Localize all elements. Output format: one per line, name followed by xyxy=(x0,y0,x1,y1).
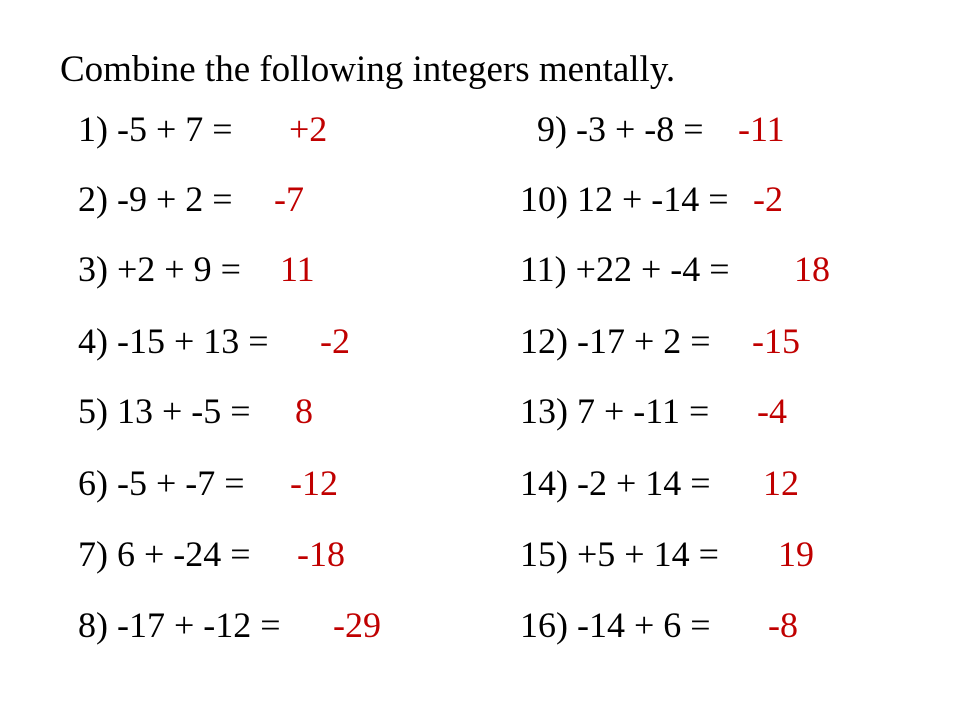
problem-12: 12) -17 + 2 = xyxy=(520,321,711,361)
problem-8: 8) -17 + -12 = xyxy=(78,605,281,645)
answer-13: -4 xyxy=(757,391,787,431)
answer-16: -8 xyxy=(768,605,798,645)
answer-1: +2 xyxy=(289,109,328,149)
problem-11: 11) +22 + -4 = xyxy=(520,249,730,289)
page-title: Combine the following integers mentally. xyxy=(60,49,676,90)
problem-14: 14) -2 + 14 = xyxy=(520,463,711,503)
problem-2: 2) -9 + 2 = xyxy=(78,179,233,219)
answer-11: 18 xyxy=(794,249,830,289)
problem-5: 5) 13 + -5 = xyxy=(78,391,251,431)
answer-12: -15 xyxy=(752,321,800,361)
answer-5: 8 xyxy=(295,391,313,431)
answer-7: -18 xyxy=(297,534,345,574)
answer-3: 11 xyxy=(280,249,315,289)
problem-4: 4) -15 + 13 = xyxy=(78,321,269,361)
problem-1: 1) -5 + 7 = xyxy=(78,109,233,149)
answer-10: -2 xyxy=(753,179,783,219)
answer-6: -12 xyxy=(290,463,338,503)
problem-7: 7) 6 + -24 = xyxy=(78,534,251,574)
problem-16: 16) -14 + 6 = xyxy=(520,605,711,645)
answer-14: 12 xyxy=(763,463,799,503)
problem-3: 3) +2 + 9 = xyxy=(78,249,241,289)
answer-8: -29 xyxy=(333,605,381,645)
problem-15: 15) +5 + 14 = xyxy=(520,534,719,574)
answer-15: 19 xyxy=(778,534,814,574)
problem-10: 10) 12 + -14 = xyxy=(520,179,729,219)
problem-9: 9) -3 + -8 = xyxy=(537,109,704,149)
problem-13: 13) 7 + -11 = xyxy=(520,391,710,431)
problem-6: 6) -5 + -7 = xyxy=(78,463,245,503)
answer-9: -11 xyxy=(738,109,785,149)
answer-2: -7 xyxy=(274,179,304,219)
answer-4: -2 xyxy=(320,321,350,361)
